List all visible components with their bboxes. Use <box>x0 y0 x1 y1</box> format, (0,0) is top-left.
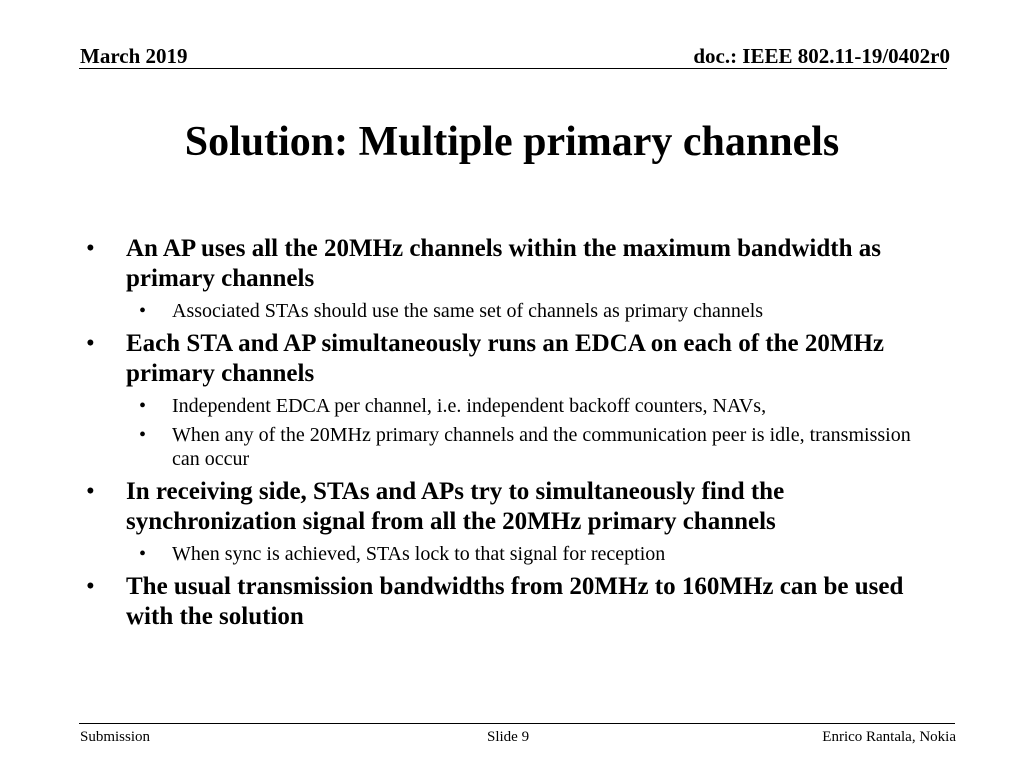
bullet-1: • An AP uses all the 20MHz channels within the maximum bandwidth as primary channels <box>80 234 940 294</box>
sub-bullet-2-2: • When any of the 20MHz primary channels and the communication peer is idle, transmission can occur <box>80 423 940 471</box>
sub-list-3 <box>80 542 940 566</box>
footer-submission: Submission <box>80 729 151 745</box>
bullet-3: • In receiving side, STAs and APs try to simultaneously find the synchronization signal from all the 20MHz primary channels <box>80 477 940 537</box>
sub-bullet-2-1: • Independent EDCA per channel, i.e. independent backoff counters, NAVs, <box>80 394 940 418</box>
header-divider <box>79 68 947 69</box>
slide-title: Solution: Multiple primary channels <box>184 119 840 165</box>
footer-slide-number: Slide 9 <box>487 729 530 745</box>
sub-list-2 <box>80 394 940 471</box>
footer-author: Enrico Rantala, Nokia <box>822 729 956 745</box>
footer-divider <box>79 723 955 724</box>
sub-bullet-1-1: • Associated STAs should use the same set of channels as primary channels <box>80 299 940 323</box>
bullet-4: • The usual transmission bandwidths from 20MHz to 160MHz can be used with the solution <box>80 572 940 632</box>
bullet-2: • Each STA and AP simultaneously runs an EDCA on each of the 20MHz primary channels <box>80 329 940 389</box>
header-doc-id: doc.: IEEE 802.11-19/0402r0 <box>693 44 950 68</box>
slide-content <box>80 228 940 632</box>
sub-list-1 <box>80 299 940 323</box>
header-date: March 2019 <box>80 44 188 68</box>
sub-bullet-3-1: • When sync is achieved, STAs lock to that signal for reception <box>80 542 940 566</box>
